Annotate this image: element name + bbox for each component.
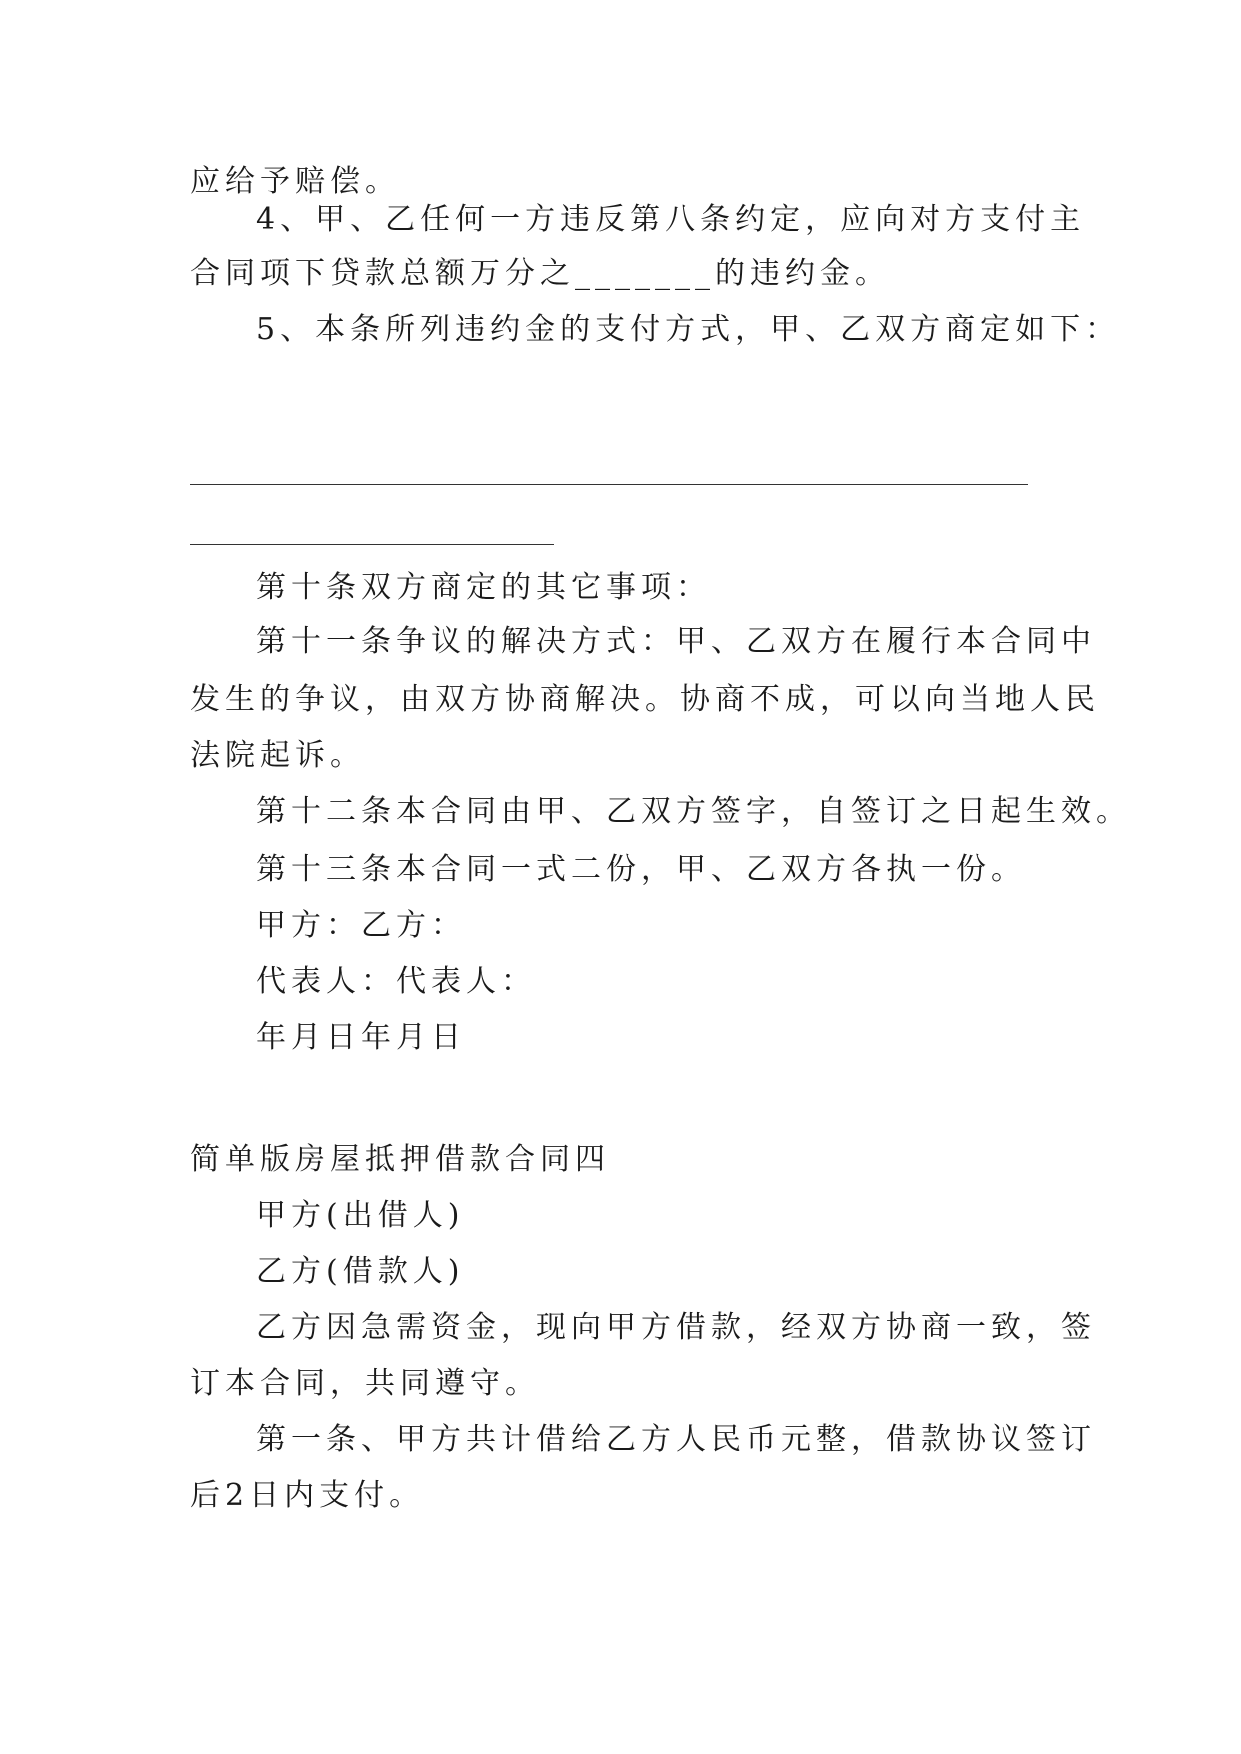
- text-line: 订本合同，共同遵守。: [190, 1366, 540, 1401]
- text-line: 乙方因急需资金，现向甲方借款，经双方协商一致，签: [256, 1310, 1096, 1345]
- text-line: 合同项下贷款总额万分之_______的违约金。: [190, 256, 890, 291]
- text-line: 第十三条本合同一式二份，甲、乙双方各执一份。: [256, 852, 1026, 887]
- text-line: 4、甲、乙任何一方违反第八条约定，应向对方支付主: [256, 202, 1086, 237]
- blank-underline: [190, 484, 1028, 485]
- text-line: 甲方：乙方：: [256, 908, 466, 943]
- text-line: 后2日内支付。: [190, 1478, 425, 1513]
- text-line: 应给予赔偿。: [190, 164, 400, 199]
- text-line: 第十二条本合同由甲、乙双方签字，自签订之日起生效。: [256, 794, 1131, 829]
- section-heading: 简单版房屋抵押借款合同四: [190, 1142, 610, 1177]
- text-line: 代表人：代表人：: [256, 964, 536, 999]
- text-line: 甲方(出借人): [256, 1198, 465, 1233]
- text-line: 乙方(借款人): [256, 1254, 465, 1289]
- text-line: 年月日年月日: [256, 1020, 466, 1055]
- text-line: 第十条双方商定的其它事项：: [256, 570, 711, 605]
- text-line: 第一条、甲方共计借给乙方人民币元整，借款协议签订: [256, 1422, 1096, 1457]
- text-line: 发生的争议，由双方协商解决。协商不成，可以向当地人民: [190, 682, 1100, 717]
- blank-underline: [190, 544, 554, 545]
- text-line: 5、本条所列违约金的支付方式，甲、乙双方商定如下：: [256, 312, 1121, 347]
- text-line: 第十一条争议的解决方式：甲、乙双方在履行本合同中: [256, 624, 1096, 659]
- text-line: 法院起诉。: [190, 738, 365, 773]
